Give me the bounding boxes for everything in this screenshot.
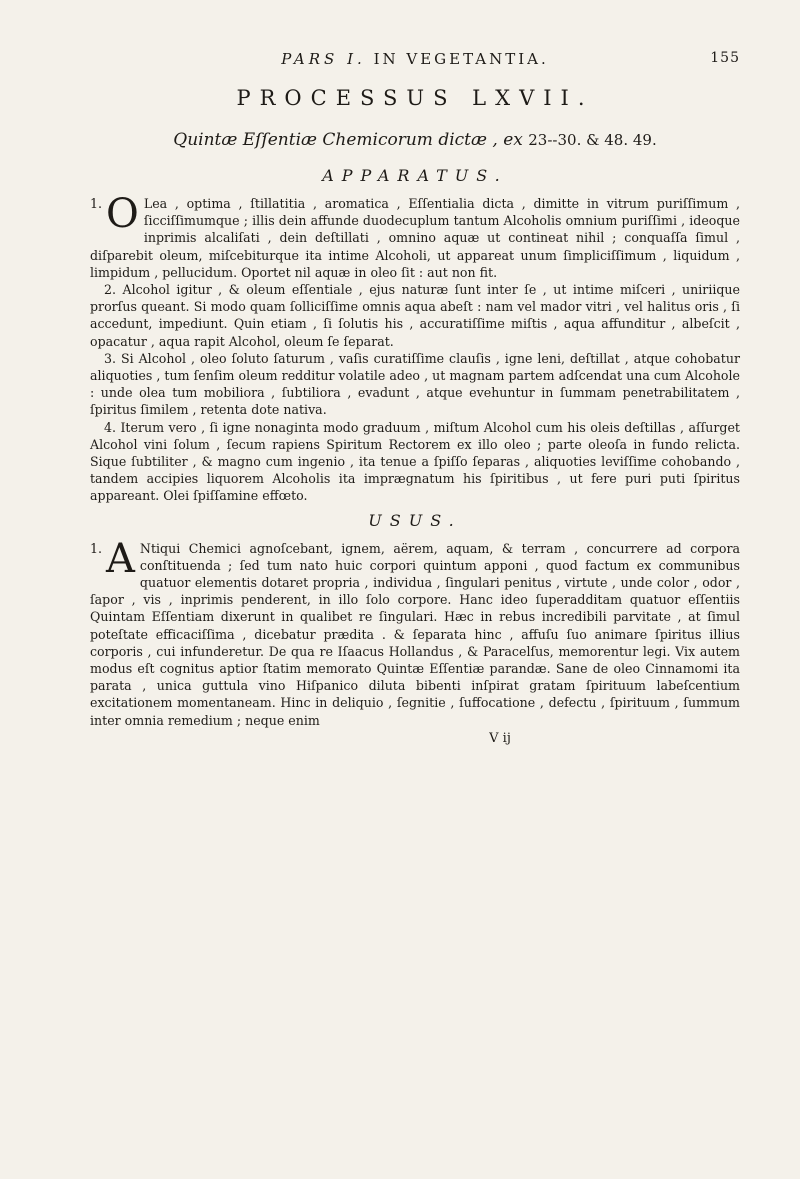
running-head-title: IN VEGETANTIA.	[373, 50, 549, 68]
paragraph-text: 3. Si Alcohol , oleo ſoluto ſaturum , vaſis curatiſſime clauſis , igne leni, deſtillat , atque cohobatur aliquoties , tum ſenſim oleum redditur volatile adeo , ut magnam partem adſcendat una cum Alcohole : unde olea tum mobiliora , ſubtiliora , evadunt , atque evehuntur in ſummam penetrabilitatem , ſpiritus ſimilem , retenta dote nativa.	[90, 350, 740, 418]
running-head-part: PARS I.	[281, 50, 366, 68]
paragraph-text: 2. Alcohol igitur , & oleum eſſentiale , ejus naturæ ſunt inter ſe , ut intime miſceri , uniriique prorſus queant. Si modo quam ſolliciſſime omnis aqua abeſt : nam vel mador vitri , vel halitus oris , ſi accedunt, impediunt. Quin etiam , ſi ſolutis his , accuratiſſime miſtis , aqua affunditur , albeſcit , opacatur , aqua rapit Alcohol, oleum ſe ſeparat.	[90, 282, 740, 349]
paragraph-text: Lea , optima , ſtillatitia , aromatica , Eſſentialia dicta , dimitte in vitrum puriſſimum , ſicciſſimumque ; illis dein affunde duodecuplum tantum Alcoholis omnium puriſſimi , ideoque inprimis alcaliſati , dein deſtillati , omnino aquæ ut contineat nihil ; conquaſſa ſimul , diſparebit oleum, miſcebiturque ita intime Alcoholi, ut appareat unum ſimpliciſſimum , liquidum , limpidum , pellucidum. Oportet nil aquæ in oleo ſit : aut non fit.	[90, 196, 740, 280]
apparatus-paragraph-2	[90, 281, 740, 350]
drop-cap: O	[106, 191, 139, 237]
running-head	[90, 50, 740, 74]
paragraph-text: Ntiqui Chemici agnoſcebant, ignem, aërem, aquam, & terram , concurrere ad corpora conſtituenda ; ſed tum nato huic corpori quintum apponi , quod factum ex communibus quatuor elementis dotaret propria , individua , ſingulari penitus , virtute , unde color , odor , ſapor , vis , inprimis penderent, in illo ſolo corpore. Hanc ideo ſuperadditam quatuor eſſentiis Quintam Eſſentiam dixerunt in qualibet re ſingulari. Hæc in rebus incredibili parvitate , at ſimul poteſtate efficaciſſima , dicebatur prædita . & ſeparata hinc , affuſu ſuo animare ſpiritus illius corporis , cui infunderetur. De qua re Iſaacus Hollandus , & Paracelſus, memorentur legi. Vix autem modus eſt cognitus aptior ſtatim memorato Quintæ Eſſentiæ parandæ. Sane de oleo Cinnamomi ita parata , unica guttula vino Hiſpanico diluta bibenti inſpirat gratam ſpirituum labeſcentium excitationem momentaneam. Hinc in deliquio , ſegnitie , ſuffocatione , defectu , ſpirituum , ſummum inter omnia remedium ; neque enim	[90, 540, 740, 728]
usus-section	[90, 535, 740, 729]
subtitle-text: Quintæ Eſſentiæ Chemicorum dictæ , ex	[173, 130, 523, 150]
usus-paragraph-1	[90, 535, 740, 729]
process-subtitle	[90, 130, 740, 150]
paragraph-text: 4. Iterum vero , ſi igne nonaginta modo graduum , miſtum Alcohol cum his oleis deſtillas , aſſurget Alcohol vini ſolum , ſecum rapiens Spiritum Rectorem ex illo oleo ; parte oleoſa in fundo relicta. Sique ſubtiliter , & magno cum ingenio , ita tenue a ſpiſſo ſeparas , aliquoties leviſſime cohobando , tandem accipies liquorem Alcoholis ita imprægnatum his ſpiritibus , ut fere puri puti ſpiritus appareant. Olei ſpiſſamine effœto.	[90, 419, 740, 504]
apparatus-paragraph-4	[90, 419, 740, 505]
apparatus-paragraph-1	[90, 191, 740, 281]
usus-heading: USUS.	[368, 510, 462, 530]
paragraph-number: 1.	[90, 196, 103, 211]
apparatus-heading: APPARATUS.	[322, 166, 508, 185]
apparatus-section	[90, 191, 740, 505]
signature-mark: V ij	[489, 730, 511, 746]
page-number: 155	[710, 50, 740, 66]
drop-cap: A	[106, 535, 135, 582]
paragraph-number: 1.	[90, 540, 103, 556]
subtitle-references: 23--30. & 48. 49.	[528, 131, 657, 149]
apparatus-paragraph-3	[90, 350, 740, 419]
process-title: PROCESSUS LXVII.	[236, 86, 594, 110]
